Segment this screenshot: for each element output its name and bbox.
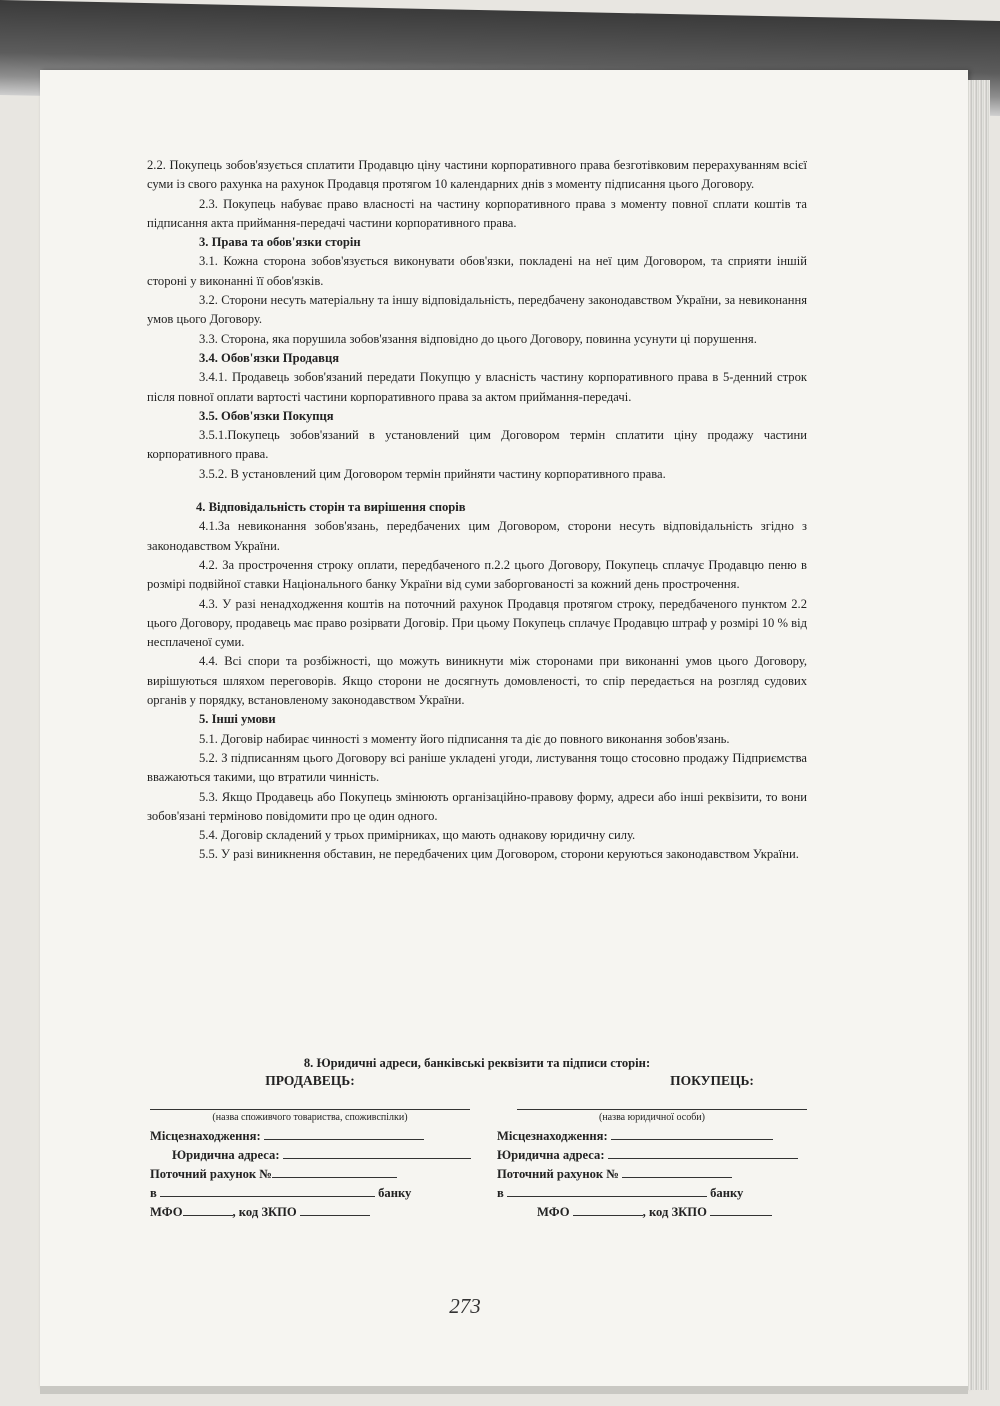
buyer-zkpo-label: , код ЗКПО xyxy=(642,1205,707,1219)
paragraph: 4.3. У разі ненадходження коштів на поточний рахунок Продавця протягом строку, передбаченого пунктом 2.2 цього Договору, продавець має право розірвати Договір. При цьому Покупець сплачує Продавцю штраф у розмірі 10 % від несплаченої суми. xyxy=(147,596,807,650)
seller-mfo-label: МФО xyxy=(150,1205,183,1219)
paragraph: 2.2. Покупець зобов'язується сплатити Продавцю ціну частини корпоративного права безготівковим перерахуванням всієї суми із свого рахунка на рахунок Продавця протягом 10 календарних днів з моменту підписання цього Договору. xyxy=(147,158,807,192)
seller-bank-row xyxy=(150,1183,470,1202)
buyer-legal-address-row xyxy=(497,1145,807,1164)
seller-zkpo-label: , код ЗКПО xyxy=(232,1205,297,1219)
buyer-legal-address-blank xyxy=(608,1145,798,1159)
buyer-location-blank xyxy=(611,1126,773,1140)
seller-mfo-row xyxy=(150,1202,470,1221)
buyer-in-label: в xyxy=(497,1186,504,1200)
paragraph: 3.3. Сторона, яка порушила зобов'язання відповідно до цього Договору, повинна усунути ці порушення. xyxy=(199,331,757,346)
seller-account-blank xyxy=(272,1164,397,1178)
paragraph: 2.3. Покупець набуває право власності на частину корпоративного права з моменту повної сплати коштів та підписання акта приймання-передачі частини корпоративного права. xyxy=(147,196,807,230)
paragraph: 5.3. Якщо Продавець або Покупець змінюють організаційно-правову форму, адреси або інші реквізити, то вони зобов'язані терміново повідомити про це один одного. xyxy=(147,789,807,823)
paragraph: 3.5.1.Покупець зобов'язаний в установлений цим Договором термін сплатити ціну продажу частини корпоративного права. xyxy=(147,428,807,462)
buyer-account-blank xyxy=(622,1164,732,1178)
buyer-heading: ПОКУПЕЦЬ: xyxy=(670,1073,754,1088)
paragraph: 3.5.2. В установлений цим Договором термін прийняти частину корпоративного права. xyxy=(199,466,666,481)
signatures-title: 8. Юридичні адреси, банківські реквізити та підписи сторін: xyxy=(303,1056,651,1070)
paragraph: 4.2. За прострочення строку оплати, передбаченого п.2.2 цього Договору, Покупець сплачує Продавцю пеню в розмірі подвійної ставки Національного банку України від суми заборгованості за кожний день прострочення. xyxy=(147,557,807,592)
buyer-mfo-row xyxy=(497,1202,807,1221)
book-page-edges xyxy=(968,80,990,1390)
buyer-bank-label: банку xyxy=(710,1186,744,1200)
buyer-account-label: Поточний рахунок № xyxy=(497,1167,619,1181)
seller-location-blank xyxy=(264,1126,424,1140)
seller-block xyxy=(150,1073,470,1221)
section-heading: 4. Відповідальність сторін та вирішення спорів xyxy=(196,500,466,515)
buyer-account-row xyxy=(497,1164,807,1183)
paragraph: 5.5. У разі виникнення обставин, не передбачених цим Договором, сторони керуються законодавством України. xyxy=(199,847,799,862)
section-heading: 3. Права та обов'язки сторін xyxy=(199,235,361,250)
seller-legal-address-blank xyxy=(283,1145,471,1159)
paragraph: 5.2. З підписанням цього Договору всі раніше укладені угоди, листування тощо стосовно продажу Підприємства вважаються такими, що втратили чинність. xyxy=(147,750,807,785)
paragraph: 5.1. Договір набирає чинності з моменту його підписання та діє до повного виконання зобов'язань. xyxy=(199,731,730,746)
paragraph: 3.2. Сторони несуть матеріальну та іншу відповідальність, передбачену законодавством України, за невиконання умов цього Договору. xyxy=(147,293,807,327)
buyer-mfo-blank xyxy=(573,1202,643,1216)
seller-zkpo-blank xyxy=(300,1202,370,1216)
seller-account-row xyxy=(150,1164,470,1183)
buyer-bank-row xyxy=(497,1183,807,1202)
buyer-bank-blank xyxy=(507,1183,707,1197)
paragraph: 5.4. Договір складений у трьох примірниках, що мають однакову юридичну силу. xyxy=(199,828,636,843)
seller-mfo-blank xyxy=(183,1202,233,1216)
seller-heading: ПРОДАВЕЦЬ: xyxy=(265,1073,355,1088)
buyer-zkpo-blank xyxy=(710,1202,772,1216)
seller-account-label: Поточний рахунок № xyxy=(150,1167,272,1181)
section-heading: 5. Інші умови xyxy=(199,712,276,727)
buyer-location-label: Місцезнаходження: xyxy=(497,1129,608,1143)
paragraph: 3.4.1. Продавець зобов'язаний передати Покупцю у власність частину корпоративного права в 5-денний строк після повної оплати вартості частини корпоративного права за актом приймання-передачі. xyxy=(147,370,807,404)
section-heading: 3.5. Обов'язки Покупця xyxy=(199,408,334,423)
seller-bank-label: банку xyxy=(378,1186,412,1200)
section-heading: 3.4. Обов'язки Продавця xyxy=(199,350,340,365)
buyer-location-row xyxy=(497,1126,807,1145)
page-number: 273 xyxy=(449,1294,481,1318)
seller-location-row xyxy=(150,1126,470,1145)
contract-text xyxy=(147,156,807,865)
buyer-name-line xyxy=(517,1095,807,1110)
seller-name-line xyxy=(150,1095,470,1110)
paragraph: 4.1.За невиконання зобов'язань, передбачених цим Договором, сторони несуть відповідальність згідно з законодавством України. xyxy=(147,519,807,553)
seller-legal-address-label: Юридична адреса: xyxy=(172,1148,280,1162)
book-bottom-edge xyxy=(40,1386,968,1394)
buyer-block xyxy=(497,1073,807,1221)
buyer-name-note: (назва юридичної особи) xyxy=(599,1112,705,1123)
seller-in-label: в xyxy=(150,1186,157,1200)
seller-name-note: (назва споживчого товариства, споживспілки) xyxy=(212,1112,408,1123)
seller-bank-blank xyxy=(160,1183,375,1197)
buyer-mfo-label: МФО xyxy=(537,1205,570,1219)
buyer-legal-address-label: Юридична адреса: xyxy=(497,1148,605,1162)
seller-legal-address-row xyxy=(150,1145,470,1164)
seller-location-label: Місцезнаходження: xyxy=(150,1129,261,1143)
paragraph: 4.4. Всі спори та розбіжності, що можуть виникнути між сторонами при виконанні умов цього Договору, вирішуються шляхом переговорів. Якщо сторони не досягнуть домовленості, то спір передається на розгляд судових органів у порядку, встановленому законодавством України. xyxy=(147,654,807,708)
paragraph: 3.1. Кожна сторона зобов'язується виконувати обов'язки, покладені на неї цим Договором, та сприяти іншій стороні у виконанні її обов'язків. xyxy=(147,254,807,288)
